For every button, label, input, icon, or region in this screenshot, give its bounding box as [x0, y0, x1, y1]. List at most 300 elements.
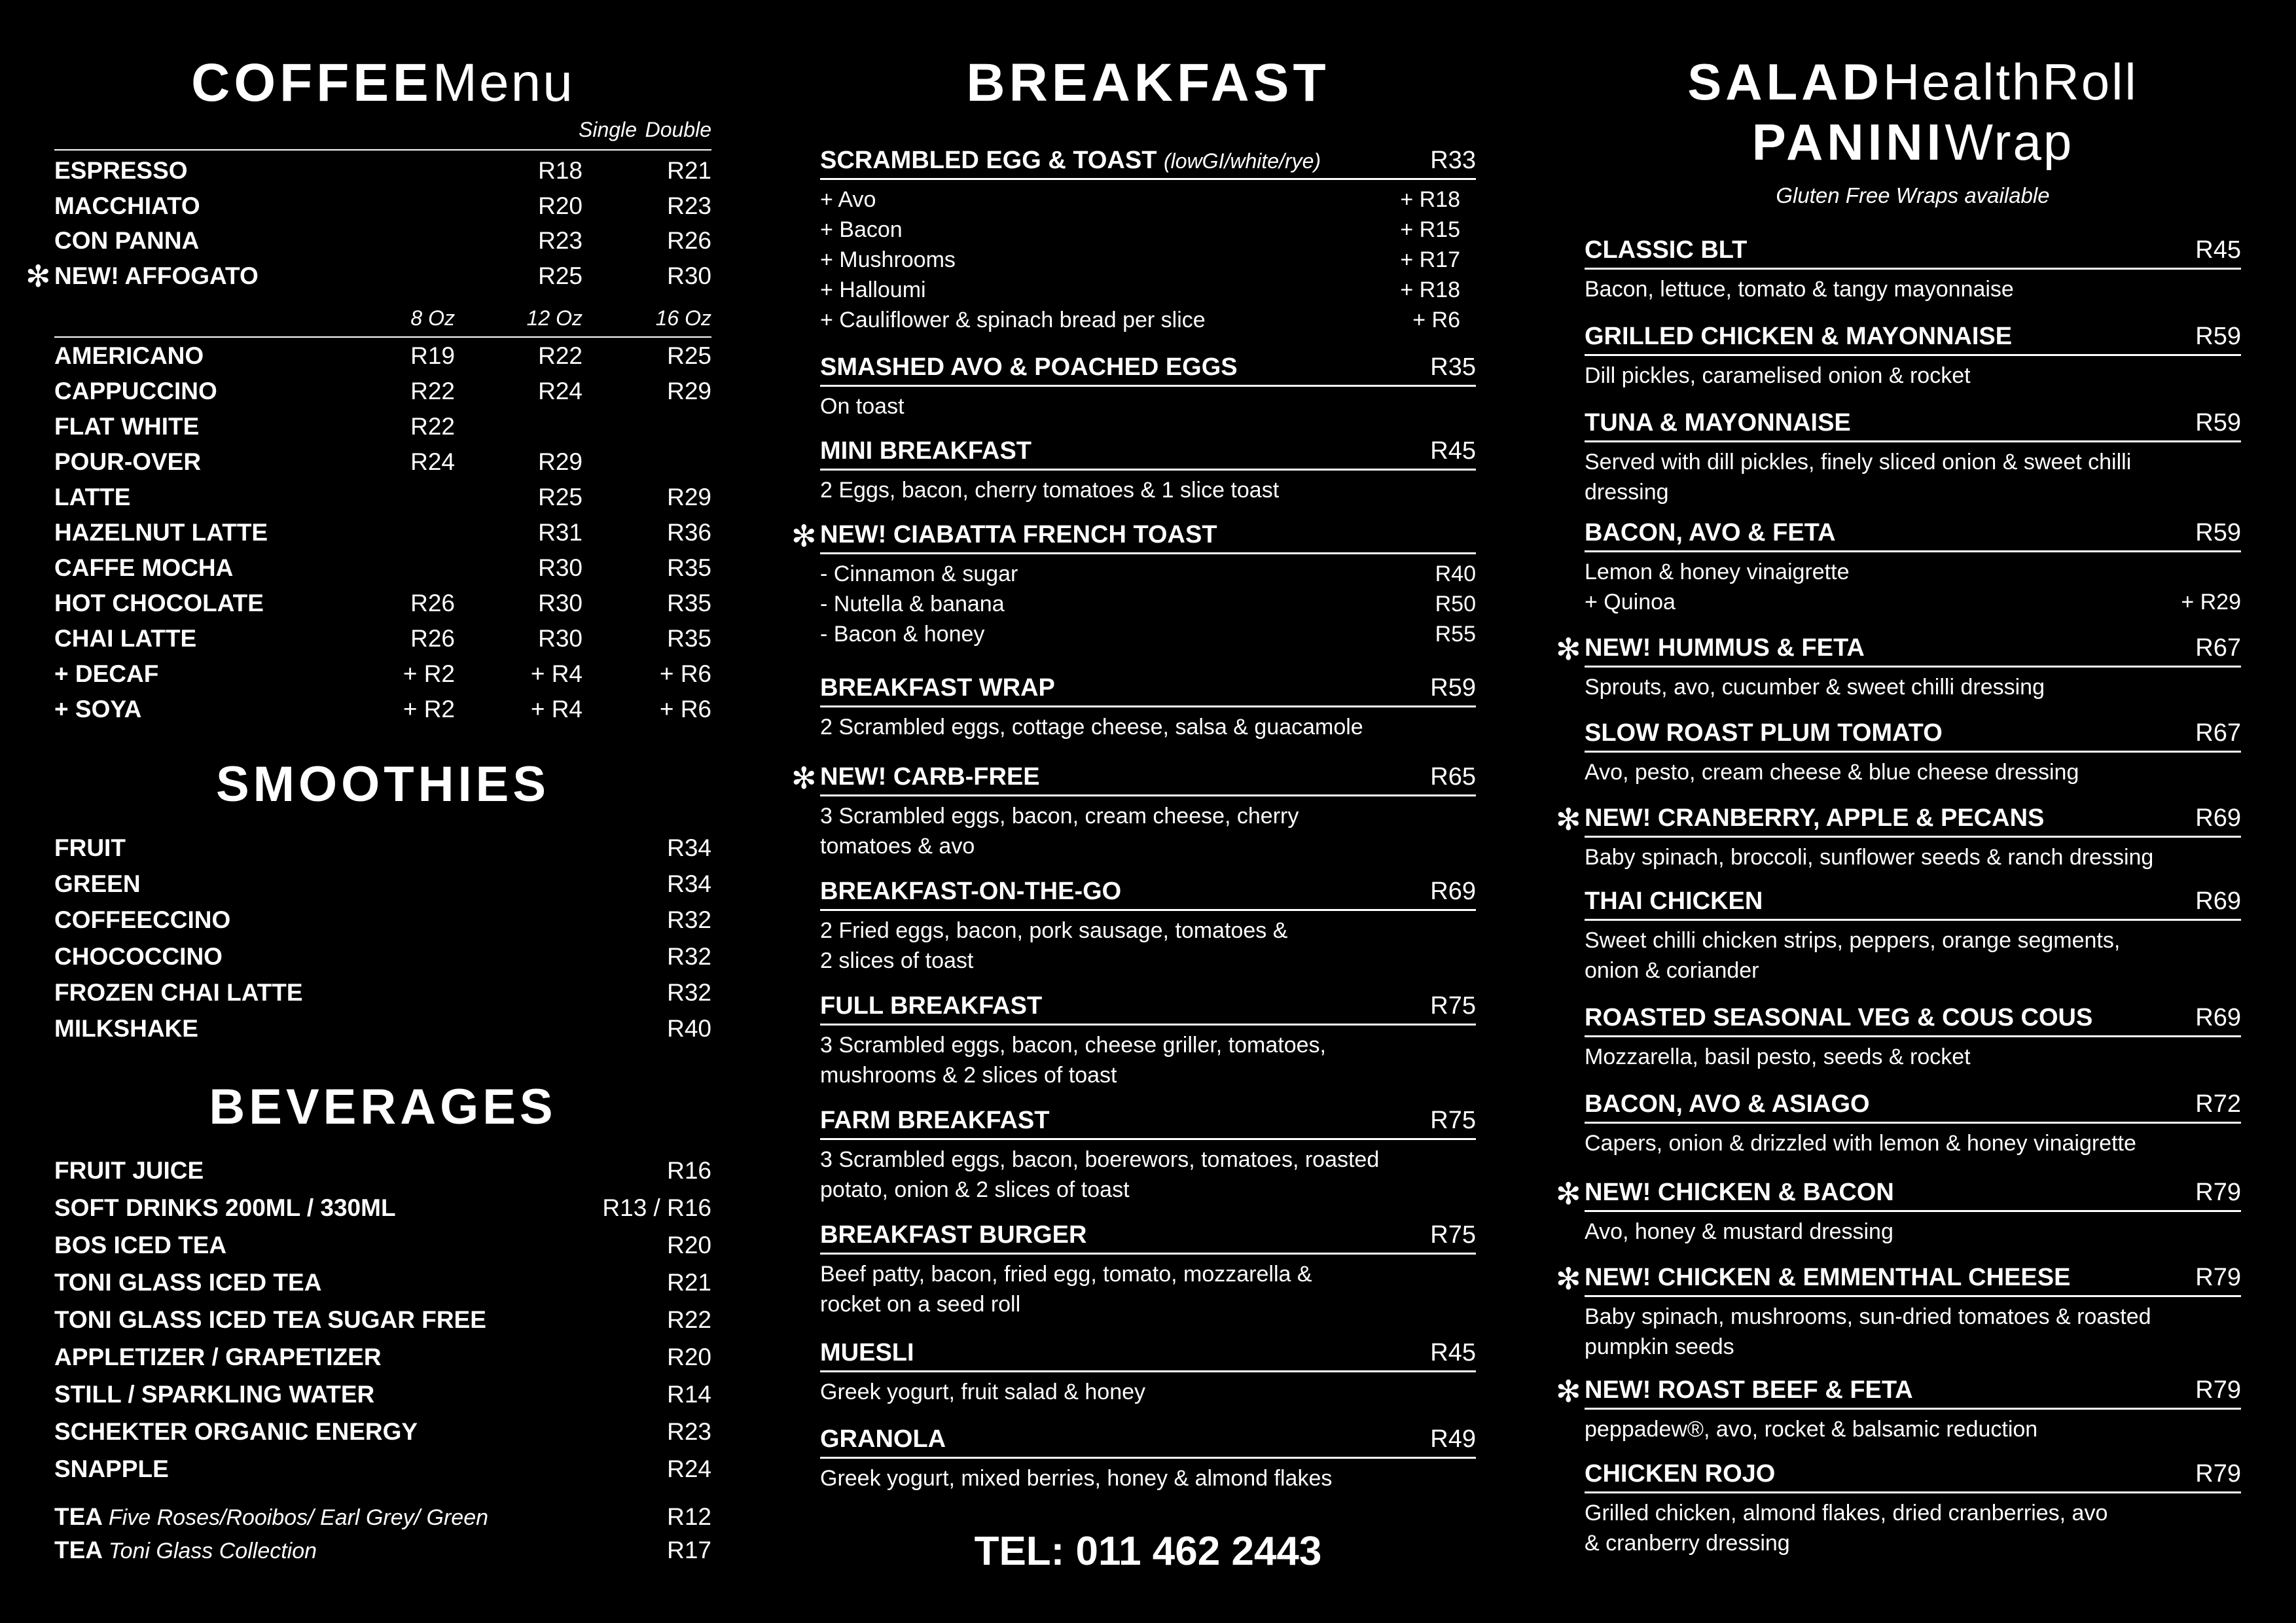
breakfast-description-line [820, 305, 1476, 335]
salad-item-name [1585, 405, 1851, 440]
breakfast-item-title: MINI BREAKFAST [820, 437, 1031, 465]
breakfast-description-line [820, 589, 1476, 619]
coffee-price-oz16: R29 [667, 484, 711, 510]
breakfast-item-header [820, 1217, 1476, 1255]
salad-item-header [1585, 1000, 2241, 1037]
breakfast-description-line [820, 559, 1476, 589]
coffee-item-name: HAZELNUT LATTE [54, 519, 268, 546]
salad-item-header [1585, 319, 2241, 356]
salad-description-text: Bacon, lettuce, tomato & tangy mayonnaise [1585, 277, 2014, 302]
breakfast-item-name [820, 349, 1238, 385]
salad-item-description [1585, 1217, 2241, 1247]
tea-label: TEA [54, 1503, 102, 1530]
breakfast-description-text: 2 slices of toast [820, 948, 974, 973]
breakfast-item-price: R75 [1430, 1221, 1476, 1249]
salad-item-price: R59 [2195, 409, 2241, 437]
coffee-row [26, 259, 711, 293]
breakfast-description-text: On toast [820, 394, 905, 419]
panini-title-bold: PANINI [1751, 113, 1945, 171]
salad-description-line [1585, 587, 2241, 617]
salad-title-bold: SALAD [1687, 53, 1883, 111]
breakfast-description-text: - Bacon & honey [820, 622, 985, 647]
coffee-price-oz12: R30 [538, 590, 583, 616]
coffee-price-oz16: R35 [667, 625, 711, 652]
beverage-price: R21 [667, 1269, 711, 1296]
salad-description-text: Sweet chilli chicken strips, peppers, orange segments, [1585, 928, 2121, 953]
new-item-star-icon: ✻ [1556, 1374, 1581, 1408]
salad-item-name [1585, 232, 1747, 268]
breakfast-description-line [820, 215, 1476, 245]
salad-description-text: Sprouts, avo, cucumber & sweet chilli dressing [1585, 675, 2045, 700]
salad-description-text: & cranberry dressing [1585, 1531, 1790, 1556]
salad-item-name [1585, 800, 2044, 836]
breakfast-item-header [820, 988, 1476, 1026]
coffee-title-light: Menu [432, 53, 575, 113]
coffee-price-oz8: + R2 [403, 660, 455, 687]
coffee-price-single: R25 [538, 262, 583, 289]
salad-item-description [1585, 274, 2241, 304]
coffee-item-name: LATTE [54, 484, 131, 510]
smoothie-price: R32 [667, 978, 711, 1006]
coffee-price-oz8: R26 [410, 625, 455, 652]
beverage-price: R14 [667, 1381, 711, 1408]
salad-option-price: + R29 [2181, 590, 2241, 615]
salad-item-title: BACON, AVO & FETA [1585, 519, 1836, 546]
salad-item-header [1585, 1456, 2241, 1493]
salad-description-line [1585, 477, 2241, 507]
salad-description-text: Grilled chicken, almond flakes, dried cranberries, avo [1585, 1501, 2108, 1525]
breakfast-item-price: R75 [1430, 1107, 1476, 1134]
coffee-price-single: R20 [538, 192, 583, 219]
coffee-item-name: + SOYA [54, 696, 142, 722]
coffee-row [54, 446, 711, 478]
coffee-price-oz12: R30 [538, 625, 583, 652]
breakfast-description-text: rocket on a seed roll [820, 1292, 1021, 1317]
coffee-price-single: R23 [538, 227, 583, 254]
coffee-row [54, 375, 711, 408]
breakfast-item-header [820, 874, 1476, 911]
breakfast-description-line [820, 275, 1476, 305]
breakfast-option-price: + R15 [1400, 217, 1460, 242]
breakfast-description-text: 3 Scrambled eggs, bacon, cream cheese, cherry [820, 804, 1299, 829]
beverage-row [54, 1341, 711, 1374]
salad-item-title: CHICKEN ROJO [1585, 1460, 1776, 1488]
breakfast-item-price: R69 [1430, 878, 1476, 905]
breakfast-description-line [820, 1145, 1476, 1175]
beverage-price: R22 [667, 1306, 711, 1333]
coffee-row [54, 622, 711, 655]
divider-line [54, 336, 711, 338]
beverages-title: BEVERAGES [209, 1079, 557, 1135]
salad-item-name [1585, 715, 1943, 751]
breakfast-item-description [820, 475, 1476, 505]
coffee-item-name: FLAT WHITE [54, 413, 200, 440]
coffee-price-double: R21 [667, 157, 711, 184]
coffee-price-oz16: + R6 [659, 660, 711, 687]
breakfast-item-name [820, 517, 1217, 552]
salad-item-description [1585, 361, 2241, 391]
coffee-item-name: CHAI LATTE [54, 625, 197, 652]
salad-item-name [1585, 1086, 1870, 1122]
salad-description-line [1585, 361, 2241, 391]
breakfast-item-title: BREAKFAST WRAP [820, 674, 1055, 702]
coffee-price-double: R23 [667, 192, 711, 219]
breakfast-item-name [820, 670, 1055, 705]
salad-description-line [1585, 1042, 2241, 1072]
salad-item-description [1585, 1498, 2241, 1558]
coffee-price-double: R26 [667, 227, 711, 254]
breakfast-item-price: R33 [1430, 147, 1476, 174]
coffee-row [54, 516, 711, 549]
salad-description-text: Avo, honey & mustard dressing [1585, 1219, 1893, 1244]
breakfast-item-title: BREAKFAST BURGER [820, 1221, 1087, 1249]
salad-description-text: Dill pickles, caramelised onion & rocket [1585, 363, 1971, 388]
salad-description-text: Capers, onion & drizzled with lemon & honey vinaigrette [1585, 1131, 2136, 1156]
breakfast-item-header [820, 349, 1476, 387]
breakfast-description-line [820, 619, 1476, 649]
breakfast-item-description [820, 1377, 1476, 1407]
salad-description-text: onion & coriander [1585, 958, 1759, 983]
coffee-price-oz8: R22 [410, 413, 455, 440]
salad-item-price: R69 [2195, 887, 2241, 915]
breakfast-item-header [820, 433, 1476, 471]
breakfast-option-price: R40 [1435, 562, 1476, 586]
beverage-row [54, 1192, 711, 1224]
coffee-price-oz12: R31 [538, 519, 583, 546]
breakfast-item-title: GRANOLA [820, 1425, 946, 1453]
breakfast-description-text: 3 Scrambled eggs, bacon, boerewors, tomatoes, roasted [820, 1147, 1380, 1172]
breakfast-item-description [820, 391, 1476, 421]
salad-description-line [1585, 925, 2241, 955]
breakfast-description-line [820, 1463, 1476, 1493]
coffee-row [54, 224, 711, 257]
breakfast-item-title: FULL BREAKFAST [820, 992, 1043, 1020]
coffee-price-oz16: R29 [667, 378, 711, 404]
coffee-price-oz12: + R4 [530, 660, 583, 687]
smoothie-row [54, 904, 711, 936]
size-header: 8 Oz [410, 306, 455, 330]
beverage-price: R24 [667, 1455, 711, 1482]
salad-item-description [1585, 1414, 2241, 1444]
breakfast-description-text: - Nutella & banana [820, 592, 1005, 616]
salad-item-header [1585, 800, 2241, 838]
beverage-price: R13 / R16 [602, 1194, 711, 1221]
breakfast-item-header [820, 1335, 1476, 1372]
coffee-price-oz12: R25 [538, 484, 583, 510]
breakfast-item-header [820, 1103, 1476, 1140]
size-header: 16 Oz [655, 306, 711, 330]
beverage-name: TONI GLASS ICED TEA [54, 1269, 322, 1296]
breakfast-title: BREAKFAST [966, 53, 1330, 113]
breakfast-description-text: + Avo [820, 187, 876, 212]
breakfast-item-name [820, 1103, 1049, 1138]
breakfast-description-line [820, 185, 1476, 215]
breakfast-description-text: tomatoes & avo [820, 834, 975, 859]
beverage-name: STILL / SPARKLING WATER [54, 1381, 375, 1408]
salad-item-title: NEW! CHICKEN & EMMENTHAL CHEESE [1585, 1264, 2071, 1291]
salad-item-name [1585, 515, 1836, 550]
salad-description-line [1585, 672, 2241, 702]
salad-item-header [1585, 405, 2241, 442]
salad-item-description [1585, 557, 2241, 617]
salad-item-title: CLASSIC BLT [1585, 236, 1748, 264]
size-header: 12 Oz [526, 306, 583, 330]
beverage-name: SOFT DRINKS 200ML / 330ML [54, 1194, 396, 1221]
breakfast-item-description [820, 1259, 1476, 1319]
breakfast-description-text: Greek yogurt, fruit salad & honey [820, 1380, 1146, 1404]
breakfast-description-text: - Cinnamon & sugar [820, 562, 1018, 586]
smoothie-name: GREEN [54, 870, 141, 898]
coffee-price-oz12: R29 [538, 448, 583, 475]
smoothie-name: FROZEN CHAI LATTE [54, 978, 303, 1006]
breakfast-description-line [820, 916, 1476, 946]
smoothie-name: CHOCOCCINO [54, 942, 223, 970]
breakfast-description-line [820, 831, 1476, 861]
coffee-menu-title [54, 52, 711, 114]
breakfast-item-title: SCRAMBLED EGG & TOAST [820, 147, 1157, 174]
breakfast-option-price: + R17 [1400, 247, 1460, 272]
breakfast-item-header [820, 1421, 1476, 1459]
breakfast-description-text: mushrooms & 2 slices of toast [820, 1063, 1117, 1088]
breakfast-option-price: + R18 [1400, 277, 1460, 302]
breakfast-description-text: potato, onion & 2 slices of toast [820, 1177, 1130, 1202]
coffee-row [54, 410, 711, 443]
breakfast-item-price: R49 [1430, 1425, 1476, 1453]
breakfast-description-text: Beef patty, bacon, fried egg, tomato, mozzarella & [820, 1262, 1312, 1287]
salad-item-description [1585, 447, 2241, 507]
salad-description-text: Mozzarella, basil pesto, seeds & rocket [1585, 1044, 1971, 1069]
salad-item-price: R79 [2195, 1376, 2241, 1404]
salad-item-title: NEW! CRANBERRY, APPLE & PECANS [1585, 804, 2045, 832]
tea-detail: Five Roses/Rooibos/ Earl Grey/ Green [108, 1505, 489, 1530]
beverage-name: TONI GLASS ICED TEA SUGAR FREE [54, 1306, 486, 1333]
salad-item-price: R67 [2195, 719, 2241, 747]
breakfast-description-line [820, 1377, 1476, 1407]
coffee-price-double: R30 [667, 262, 711, 289]
breakfast-description-text: 2 Eggs, bacon, cherry tomatoes & 1 slice toast [820, 478, 1280, 503]
breakfast-item-price: R35 [1430, 353, 1476, 381]
coffee-row [54, 552, 711, 584]
breakfast-description-text: Greek yogurt, mixed berries, honey & almond flakes [820, 1466, 1333, 1491]
beverage-row [54, 1229, 711, 1262]
salad-description-text: dressing [1585, 480, 1669, 505]
coffee-price-oz16: R35 [667, 590, 711, 616]
coffee-title-bold: COFFEE [191, 53, 433, 113]
salad-title-line2 [1585, 113, 2241, 172]
salad-item-name [1585, 1372, 1913, 1408]
size-header: Double [645, 118, 711, 141]
salad-item-description [1585, 757, 2241, 787]
new-item-star-icon: ✻ [1556, 632, 1581, 666]
salad-item-header [1585, 1175, 2241, 1212]
salad-description-line [1585, 1414, 2241, 1444]
salad-item-title: NEW! ROAST BEEF & FETA [1585, 1376, 1913, 1404]
coffee-item-name: + DECAF [54, 660, 159, 687]
smoothie-row [54, 940, 711, 973]
salad-item-name [1585, 1175, 1894, 1210]
tea-name [54, 1534, 317, 1567]
smoothie-row [54, 868, 711, 901]
breakfast-description-text: 2 Scrambled eggs, cottage cheese, salsa & guacamole [820, 715, 1363, 740]
tea-row [54, 1534, 711, 1567]
breakfast-item-header [820, 670, 1476, 707]
beverage-row [54, 1378, 711, 1411]
salad-item-description [1585, 842, 2241, 872]
breakfast-item-title: MUESLI [820, 1339, 914, 1366]
coffee-price-oz16: R25 [667, 342, 711, 369]
breakfast-item-title: FARM BREAKFAST [820, 1107, 1050, 1134]
salad-description-line [1585, 1332, 2241, 1362]
smoothie-price: R40 [667, 1015, 711, 1042]
breakfast-item-name [820, 988, 1042, 1024]
size-header: Single [579, 118, 637, 141]
salad-description-line [1585, 1528, 2241, 1558]
salad-description-line [1585, 842, 2241, 872]
breakfast-description-text: + Cauliflower & spinach bread per slice [820, 308, 1206, 332]
breakfast-description-line [820, 245, 1476, 275]
salad-item-name [1585, 883, 1763, 919]
salad-description-line [1585, 1217, 2241, 1247]
coffee-price-oz12: R24 [538, 378, 583, 404]
breakfast-item-title: BREAKFAST-ON-THE-GO [820, 878, 1122, 905]
smoothie-row [54, 1012, 711, 1045]
salad-item-title: NEW! CHICKEN & BACON [1585, 1179, 1894, 1206]
salad-item-description [1585, 1042, 2241, 1072]
breakfast-description-line [820, 1060, 1476, 1090]
breakfast-option-price: + R18 [1400, 187, 1460, 212]
coffee-item-name: NEW! AFFOGATO [54, 262, 259, 289]
breakfast-item-header [820, 143, 1476, 180]
salad-item-header [1585, 1260, 2241, 1297]
salad-description-line [1585, 447, 2241, 477]
smoothie-price: R34 [667, 834, 711, 861]
breakfast-option-price: R55 [1435, 622, 1476, 647]
tea-label: TEA [54, 1537, 102, 1563]
breakfast-description-line [820, 1259, 1476, 1289]
tea-price: R12 [667, 1503, 711, 1530]
breakfast-description-text: 3 Scrambled eggs, bacon, cheese griller, tomatoes, [820, 1033, 1326, 1058]
salad-item-title: ROASTED SEASONAL VEG & COUS COUS [1585, 1004, 2093, 1031]
salad-item-price: R59 [2195, 519, 2241, 546]
new-item-star-icon: ✻ [26, 259, 51, 293]
breakfast-item-price: R59 [1430, 674, 1476, 702]
salad-item-description [1585, 672, 2241, 702]
smoothie-row [54, 976, 711, 1009]
breakfast-item-title: NEW! CARB-FREE [820, 763, 1040, 791]
breakfast-item-description [820, 559, 1476, 649]
beverage-price: R20 [667, 1232, 711, 1258]
coffee-price-oz12: + R4 [530, 696, 583, 722]
new-item-star-icon: ✻ [791, 519, 817, 553]
salad-description-line [1585, 274, 2241, 304]
breakfast-item-name [820, 1217, 1086, 1253]
coffee-item-name: MACCHIATO [54, 192, 200, 219]
beverage-row [54, 1154, 711, 1187]
coffee-item-name: ESPRESSO [54, 157, 188, 184]
salad-title-line1 [1585, 52, 2241, 112]
beverage-name: SNAPPLE [54, 1455, 169, 1482]
salad-item-name [1585, 319, 2012, 354]
salad-title-light: HealthRoll [1882, 53, 2138, 111]
coffee-price-oz8: R26 [410, 590, 455, 616]
coffee-row [54, 693, 711, 726]
salad-description-text: Avo, pesto, cream cheese & blue cheese dressing [1585, 760, 2079, 785]
salad-item-header [1585, 883, 2241, 921]
breakfast-description-line [820, 391, 1476, 421]
salad-item-name [1585, 1456, 1775, 1491]
breakfast-item-description [820, 916, 1476, 976]
smoothie-row [54, 832, 711, 865]
salad-description-line [1585, 955, 2241, 986]
breakfast-item-title: NEW! CIABATTA FRENCH TOAST [820, 521, 1217, 548]
breakfast-option-price: + R6 [1412, 308, 1460, 332]
coffee-price-oz16: + R6 [659, 696, 711, 722]
salad-description-text: Lemon & honey vinaigrette [1585, 560, 1850, 584]
salad-item-title: BACON, AVO & ASIAGO [1585, 1090, 1870, 1118]
beverage-price: R20 [667, 1344, 711, 1370]
telephone-number: TEL: 011 462 2443 [974, 1529, 1322, 1574]
coffee-row [54, 481, 711, 514]
breakfast-description-line [820, 946, 1476, 976]
salad-description-text: Baby spinach, broccoli, sunflower seeds & ranch dressing [1585, 845, 2154, 870]
salad-description-line [1585, 757, 2241, 787]
breakfast-item-description [820, 1145, 1476, 1205]
salad-item-name [1585, 1260, 2070, 1295]
gluten-free-note: Gluten Free Wraps available [1776, 183, 2050, 207]
breakfast-item-description [820, 1030, 1476, 1090]
breakfast-description-line [820, 712, 1476, 742]
salad-item-header [1585, 715, 2241, 753]
breakfast-item-description [820, 801, 1476, 861]
salad-item-price: R59 [2195, 323, 2241, 350]
breakfast-description-text: 2 Fried eggs, bacon, pork sausage, tomatoes & [820, 918, 1288, 943]
breakfast-item-name [820, 433, 1031, 469]
salad-item-header [1585, 515, 2241, 552]
salad-item-price: R69 [2195, 804, 2241, 832]
breakfast-description-line [820, 1289, 1476, 1319]
breakfast-item-price: R45 [1430, 437, 1476, 465]
coffee-price-oz8: R22 [410, 378, 455, 404]
coffee-price-single: R18 [538, 157, 583, 184]
coffee-row [54, 154, 711, 187]
coffee-price-oz8: R24 [410, 448, 455, 475]
breakfast-item-price: R65 [1430, 763, 1476, 791]
salad-item-price: R79 [2195, 1264, 2241, 1291]
smoothie-price: R32 [667, 906, 711, 934]
beverage-price: R23 [667, 1418, 711, 1445]
coffee-price-oz16: R36 [667, 519, 711, 546]
tea-name [54, 1501, 488, 1534]
salad-description-line [1585, 1128, 2241, 1158]
breakfast-item-description [820, 185, 1476, 335]
breakfast-description-text: + Halloumi [820, 277, 926, 302]
coffee-item-name: CAFFE MOCHA [54, 554, 234, 581]
tea-price: R17 [667, 1537, 711, 1563]
breakfast-item-description [820, 1463, 1476, 1493]
beverage-row [54, 1304, 711, 1336]
smoothie-name: COFFEECCINO [54, 906, 231, 934]
breakfast-item-name [820, 759, 1040, 794]
salad-item-price: R69 [2195, 1004, 2241, 1031]
salad-description-text: Baby spinach, mushrooms, sun-dried tomatoes & roasted [1585, 1304, 2151, 1329]
salad-item-header [1585, 232, 2241, 270]
coffee-item-name: CAPPUCCINO [54, 378, 217, 404]
breakfast-item-title: SMASHED AVO & POACHED EGGS [820, 353, 1238, 381]
salad-description-line [1585, 1302, 2241, 1332]
salad-description-text: pumpkin seeds [1585, 1334, 1734, 1359]
new-item-star-icon: ✻ [791, 761, 817, 795]
salad-item-description [1585, 1302, 2241, 1362]
